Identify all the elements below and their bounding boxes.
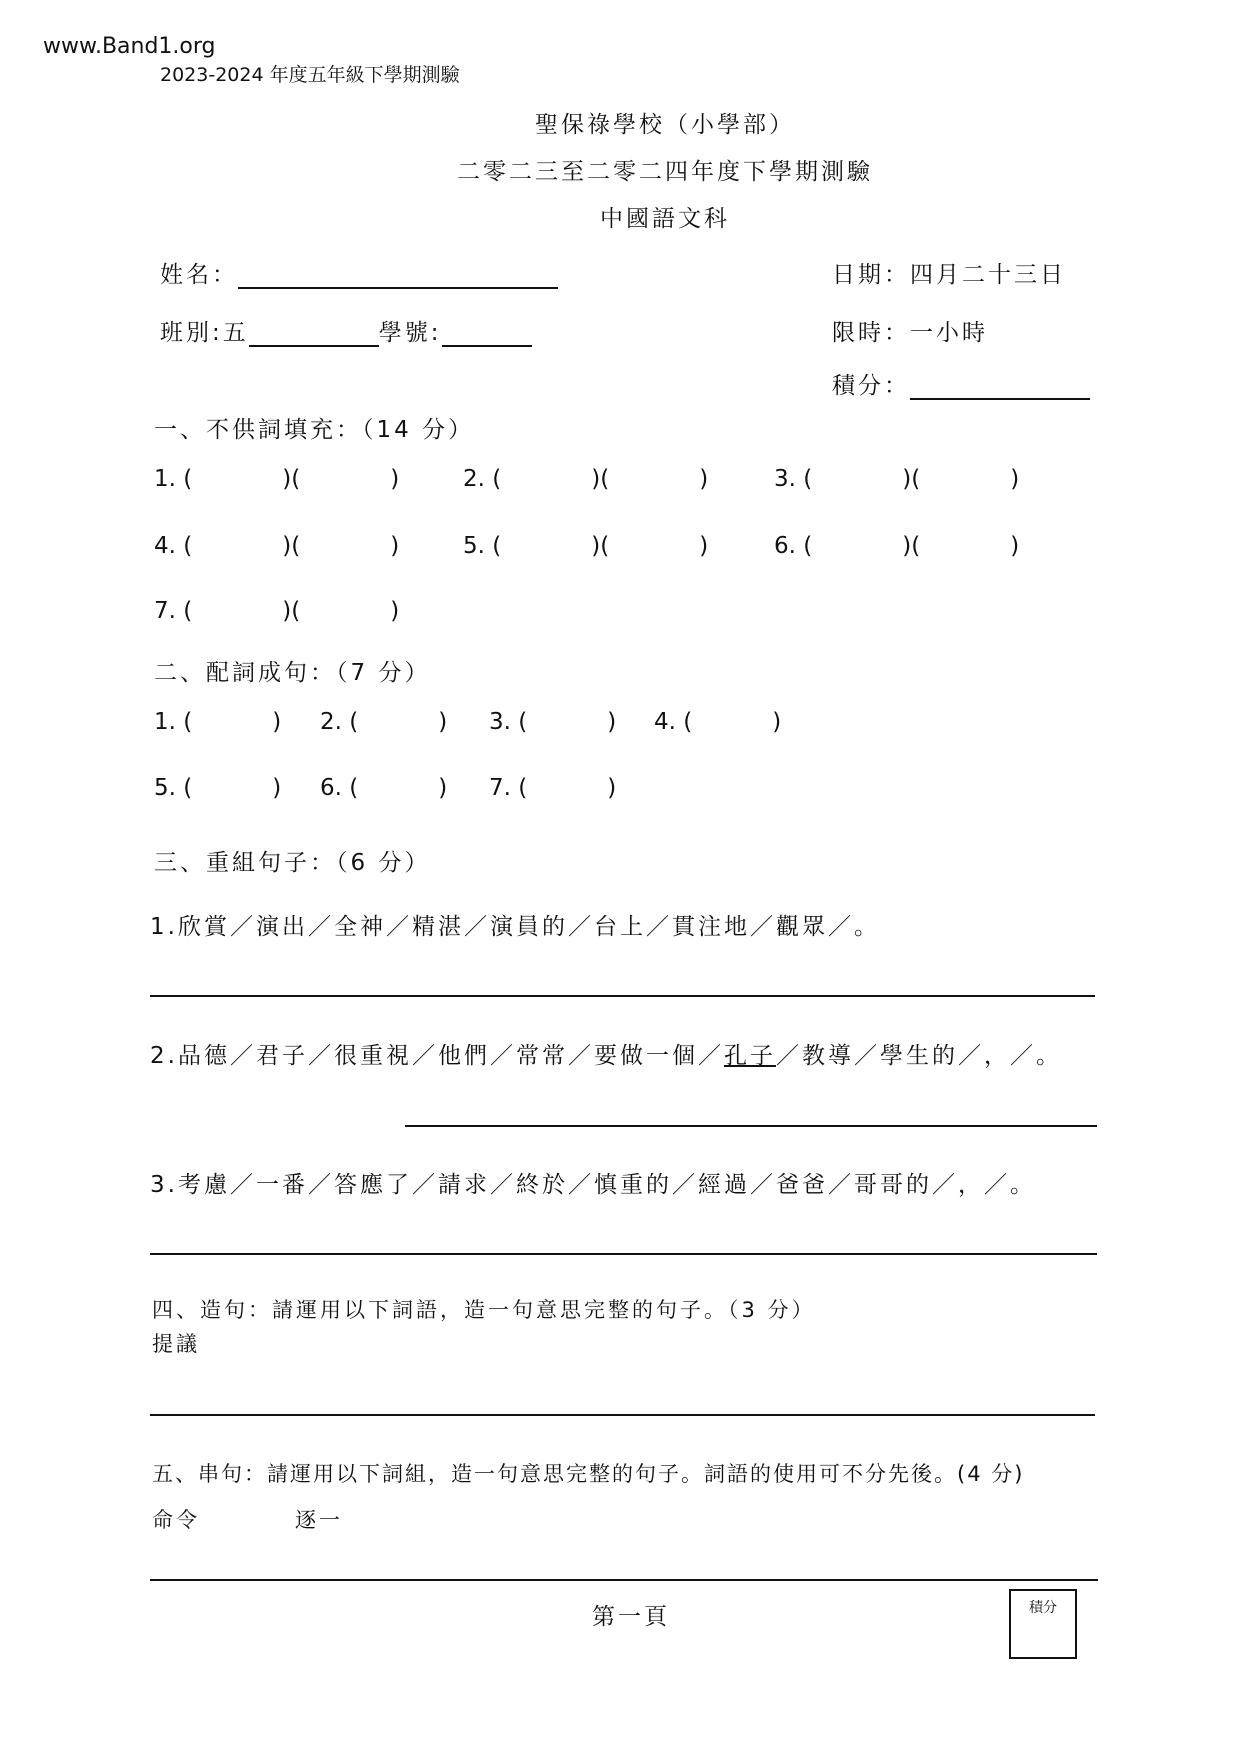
word-item-6[interactable]: 6. ( ): [320, 775, 448, 801]
word-item-2[interactable]: 2. ( ): [320, 709, 448, 735]
fill-item-5[interactable]: 5. ( )( ): [463, 533, 709, 559]
fill-item-6[interactable]: 6. ( )( ): [774, 533, 1020, 559]
class-blank[interactable]: [249, 323, 379, 347]
section4-word: 提議: [152, 1332, 200, 1356]
class-label: 班別:五: [160, 320, 249, 346]
exam-title: 二零二三至二零二四年度下學期測驗: [457, 159, 873, 185]
fill-item-2[interactable]: 2. ( )( ): [463, 466, 709, 492]
header-note: 2023-2024 年度五年級下學期測驗: [160, 64, 460, 86]
fill-item-3[interactable]: 3. ( )( ): [774, 466, 1020, 492]
section5-word-2: 逐一: [295, 1508, 343, 1532]
fill-item-4[interactable]: 4. ( )( ): [154, 533, 400, 559]
word-item-7[interactable]: 7. ( ): [489, 775, 617, 801]
answer-line-1[interactable]: [150, 995, 1095, 997]
school-title: 聖保祿學校（小學部）: [535, 112, 795, 138]
answer-line-3[interactable]: [150, 1253, 1097, 1255]
time-label: 限時：一小時: [832, 320, 988, 346]
word-item-1[interactable]: 1. ( ): [154, 709, 282, 735]
word-item-5[interactable]: 5. ( ): [154, 775, 282, 801]
answer-line-4[interactable]: [150, 1414, 1095, 1416]
date-label: 日期：四月二十三日: [832, 262, 1066, 288]
score-box: [1009, 1589, 1077, 1659]
number-blank[interactable]: [442, 323, 532, 347]
score-box-label: 積分: [1029, 1600, 1057, 1616]
reorder-question-2: 2.品德／君子／很重視／他們／常常／要做一個／孔子／教導／學生的／，／。: [150, 1043, 1062, 1069]
fill-item-7[interactable]: 7. ( )( ): [154, 598, 400, 624]
answer-line-2[interactable]: [405, 1125, 1097, 1127]
reorder-question-3: 3.考慮／一番／答應了／請求／終於／慎重的／經過／爸爸／哥哥的／，／。: [150, 1172, 1036, 1198]
word-item-4[interactable]: 4. ( ): [654, 709, 782, 735]
watermark: www.Band1.org: [43, 34, 216, 59]
subject-title: 中國語文科: [600, 206, 730, 232]
page-number: 第一頁: [592, 1604, 670, 1630]
section5-word-1: 命令: [152, 1508, 200, 1532]
score-field: [832, 367, 1090, 400]
score-label: 積分：: [832, 373, 910, 399]
section1-title: 一、不供詞填充：（14 分）: [154, 417, 475, 443]
name-field: [160, 256, 558, 289]
section2-title: 二、配詞成句：（7 分）: [154, 660, 431, 686]
name-blank[interactable]: [238, 265, 558, 289]
fill-item-1[interactable]: 1. ( )( ): [154, 466, 400, 492]
section4-title: 四、造句：請運用以下詞語，造一句意思完整的句子。（3 分）: [152, 1298, 816, 1322]
class-number-field: [160, 314, 532, 347]
section3-title: 三、重組句子：（6 分）: [154, 850, 431, 876]
number-label: 學號:: [378, 320, 442, 346]
word-item-3[interactable]: 3. ( ): [489, 709, 617, 735]
name-label: 姓名：: [160, 262, 238, 288]
section5-title: 五、串句：請運用以下詞組，造一句意思完整的句子。詞語的使用可不分先後。(4 分): [152, 1462, 1025, 1486]
answer-line-5[interactable]: [150, 1579, 1098, 1581]
reorder-question-1: 1.欣賞／演出／全神／精湛／演員的／台上／貫注地／觀眾／。: [150, 914, 880, 940]
score-blank[interactable]: [910, 376, 1090, 400]
